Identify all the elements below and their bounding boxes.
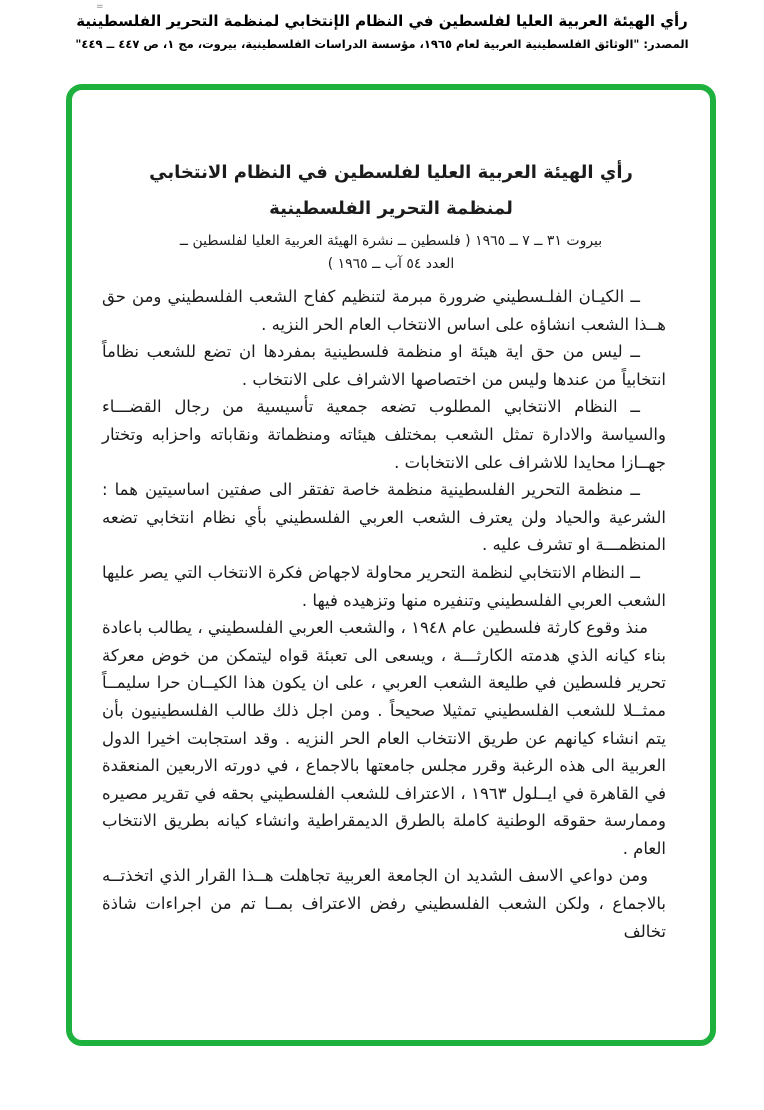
header-title: رأي الهيئة العربية العليا لفلسطين في النظام الإنتخابي لمنظمة التحرير الفلسطينية bbox=[76, 12, 688, 30]
doc-paragraph-2: ــ ليس من حق اية هيئة او منظمة فلسطينية بمفردها ان تضع للشعب نظاماً انتخابياً من عندها وليس من اختصاصها الاشراف على الانتخاب . bbox=[102, 342, 666, 389]
doc-body bbox=[72, 283, 710, 945]
doc-paragraph-1: ــ الكيـان الفلـسطيني ضرورة مبرمة لتنظيم كفاح الشعب الفلسطيني ومن حق هــذا الشعب انشاؤه على اساس الانتخاب العام الحر النزيه . bbox=[102, 287, 666, 334]
doc-title-line2: لمنظمة التحرير الفلسطينية bbox=[269, 198, 513, 219]
doc-subtitle-line1: بيروت ٣١ ــ ٧ ــ ١٩٦٥ ( فلسطين ــ نشرة الهيئة العربية العليا لفلسطين ــ bbox=[179, 233, 603, 249]
document-frame bbox=[66, 84, 716, 1046]
scan-speck: = bbox=[96, 2, 104, 12]
doc-paragraph-4: ــ منظمة التحرير الفلسطينية منظمة خاصة تفتقر الى صفتين اساسيتين هما : الشرعية والحياد ولن يعترف الشعب العربي الفلسطيني بأي نظام انتخابي تضعه المنظمـــة او تشرف عليه . bbox=[102, 480, 666, 555]
doc-title-line1: رأي الهيئة العربية العليا لفلسطين في النظام الانتخابي bbox=[149, 162, 633, 183]
doc-paragraph-6: منذ وقوع كارثة فلسطين عام ١٩٤٨ ، والشعب العربي الفلسطيني ، يطالب باعادة بناء كيانه الذي هدمته الكارثـــة ، ويسعى الى تعبئة قواه ليتمكن من خوض معركة تحرير فلسطين في طليعة الشعب العربي ، على ان يكون هذا الكيــان حرا سليمــاً ممثــلا للشعب الفلسطيني تمثيلا صحيحاً . ومن اجل ذلك طالب الفلسطينيون بأن يتم انشاء كيانهم عن طريق الانتخاب العام الحر النزيه . وقد استجابت اخيرا الدول العربية الى هذه الرغبة وقرر مجلس جامعتها بالاجماع ، في دورته الاربعين المنعقدة في القاهرة في ايــلول ١٩٦٣ ، الاعتراف للشعب الفلسطيني بحقه في تقرير مصيره وممارسة حقوقه الوطنية كاملة بالطرق الديمقراطية وانشاء كيانه بطريق الانتخاب العام . bbox=[101, 618, 667, 858]
doc-paragraph-7: ومن دواعي الاسف الشديد ان الجامعة العربية تجاهلت هــذا القرار الذي اتخذتــه بالاجماع ، ولكن الشعب الفلسطيني رفض الاعتراف بمــا تم من اجراءات شاذة تخالف bbox=[102, 866, 666, 941]
scanned-document bbox=[72, 160, 710, 1110]
doc-paragraph-3: ــ النظام الانتخابي المطلوب تضعه جمعية تأسيسية من رجال القضـــاء والسياسة والادارة تمثل الشعب بمختلف هيئاته ومنظماتة ونقاباته واحزابه وتختار جهــازا محايدا للاشراف على الانتخابات . bbox=[102, 397, 666, 472]
header-source-citation: المصدر: "الوثائق الفلسطينية العربية لعام ١٩٦٥، مؤسسة الدراسات الفلسطينية، بيروت، مج ١، ص ٤٤٧ ــ ٤٤٩" bbox=[75, 37, 689, 51]
page-header bbox=[0, 10, 764, 53]
doc-subtitle-line2: العدد ٥٤ آب ــ ١٩٦٥ ) bbox=[327, 256, 455, 272]
doc-paragraph-5: ــ النظام الانتخابي لنظمة التحرير محاولة لاجهاض فكرة الانتخاب التي يصر عليها الشعب العربي الفلسطيني وتنفيره منها وتزهيده فيها . bbox=[102, 562, 666, 610]
